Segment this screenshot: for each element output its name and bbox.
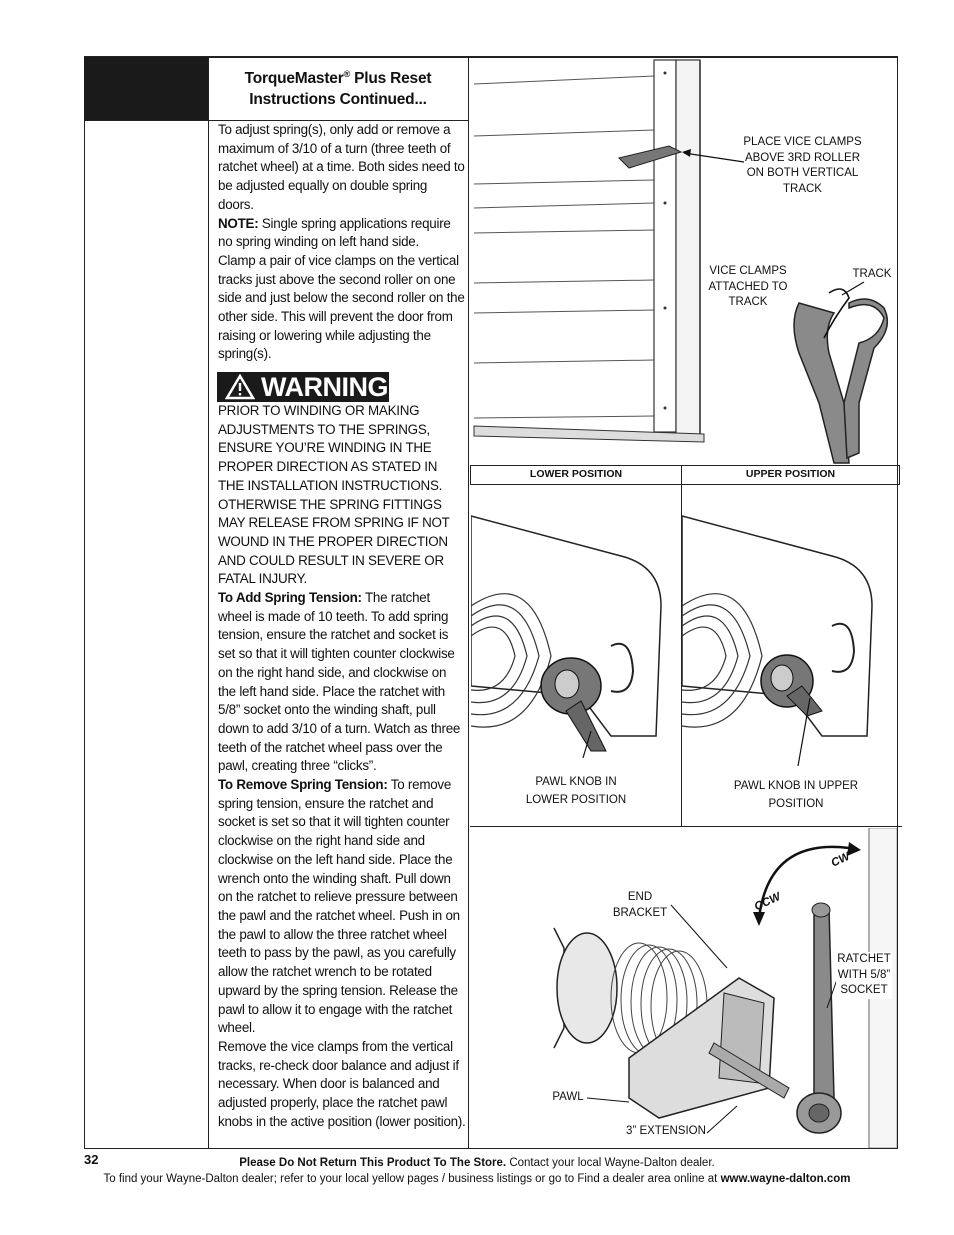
page-number: 32 — [84, 1152, 99, 1167]
pawl-label: PAWL — [552, 1091, 584, 1103]
footer-line-2: To find your Wayne-Dalton dealer; refer to your local yellow pages / business listings or go to Find a dealer area online at www.wayne-dalton.com — [103, 1173, 851, 1185]
pawl-lower-label: PAWL KNOB IN LOWER POSITION — [525, 776, 627, 806]
frame-bottom — [84, 1148, 898, 1149]
upper-position-header: UPPER POSITION — [745, 468, 836, 480]
cw-label: CW — [829, 850, 852, 870]
door-track-illustration — [469, 58, 897, 466]
col-divider-1 — [208, 56, 209, 1149]
ccw-label: CCW — [752, 890, 783, 914]
footer-line-1: Please Do Not Return This Product To The Store. Contact your local Wayne-Dalton dealer. — [239, 1157, 715, 1169]
page-title: TorqueMaster® Plus Reset Instructions Continued... — [244, 69, 432, 109]
position-row-right — [899, 465, 900, 485]
ratchet-illustration — [469, 828, 897, 1148]
warning-triangle-icon — [225, 374, 255, 400]
frame-right — [897, 56, 898, 1149]
vice-clamp-label: PLACE VICE CLAMPS ABOVE 3RD ROLLER ON BOTH VERTICAL TRACK — [743, 136, 862, 195]
lower-position-header: LOWER POSITION — [529, 468, 623, 480]
warning-banner — [217, 372, 389, 402]
pawl-upper-label: PAWL KNOB IN UPPER POSITION — [733, 780, 859, 810]
pawl-section-bottom — [470, 826, 902, 827]
vice-attached-label: VICE CLAMPS ATTACHED TO TRACK — [708, 265, 788, 308]
position-row-bottom — [470, 484, 900, 485]
warning-text: PRIOR TO WINDING OR MAKING ADJUSTMENTS TO THE SPRINGS, ENSURE YOU’RE WINDING IN THE PROPER DIRECTION AS STATED IN THE INSTALLATION INSTRUCTIONS. OTHERWISE THE SPRING FITTINGS MAY RELEASE FROM SPRING IF NOT WOUND IN THE PROPER DIRECTION AND COULD RESULT IN SEVERE OR FATAL INJURY. To Add Spring Tension: The ratchet wheel is made of 10 teeth. To add spring tension, ensure the ratchet and socket is set so that it will tighten counter clockwise on the right hand side, and clockwise on the left hand side. Place the ratchet with 5/8” socket onto the winding shaft, pull down to add 3/10 of a turn. Watch as three teeth of the ratchet wheel pass over the pawl, creating three “clicks”. To Remove Spring Tension: To remove spring tension, ensure the ratchet and socket is set so that it will tighten counter clockwise on the right hand side and clockwise on the left hand side. Place the wrench onto the winding shaft. Pull down on the ratchet to relieve pressure between the pawl and the ratchet wheel. Push in on the pawl to allow the three ratchet wheel teeth to pass by the pawl, as you carefully allow the ratchet wrench to be rotated upward by the spring tension. Release the pawl to allow it to engage with the ratchet wheel. Remove the vice clamps from the vertical tracks, re-check door balance and adjust if necessary. When door is balanced and adjusted properly, place the ratchet pawl knobs in the active position (lower position). — [218, 403, 466, 1129]
frame-left — [84, 56, 85, 1149]
extension-label: 3” EXTENSION — [626, 1125, 706, 1137]
end-bracket-label: END BRACKET — [612, 891, 668, 919]
intro-text: To adjust spring(s), only add or remove a maximum of 3/10 of a turn (three teeth of ratchet wheel) at a time. Both sides need to be adjusted equally on double spring doors. NOTE: Single spring applications require no spring winding on left hand side. Clamp a pair of vice clamps on the vertical tracks just above the second roller on one side and just below the second roller on the other side. This will prevent the door from raising or lowering while adjusting the spring(s). — [218, 122, 465, 362]
position-row-top — [470, 465, 900, 466]
section-tab — [84, 57, 208, 120]
track-label: TRACK — [852, 268, 892, 280]
dealer-link[interactable]: www.wayne-dalton.com — [720, 1173, 851, 1185]
warning-label: WARNING — [261, 371, 388, 402]
ratchet-socket-label: RATCHET WITH 5/8” SOCKET — [836, 952, 892, 999]
pawl-upper-illustration — [682, 486, 897, 826]
